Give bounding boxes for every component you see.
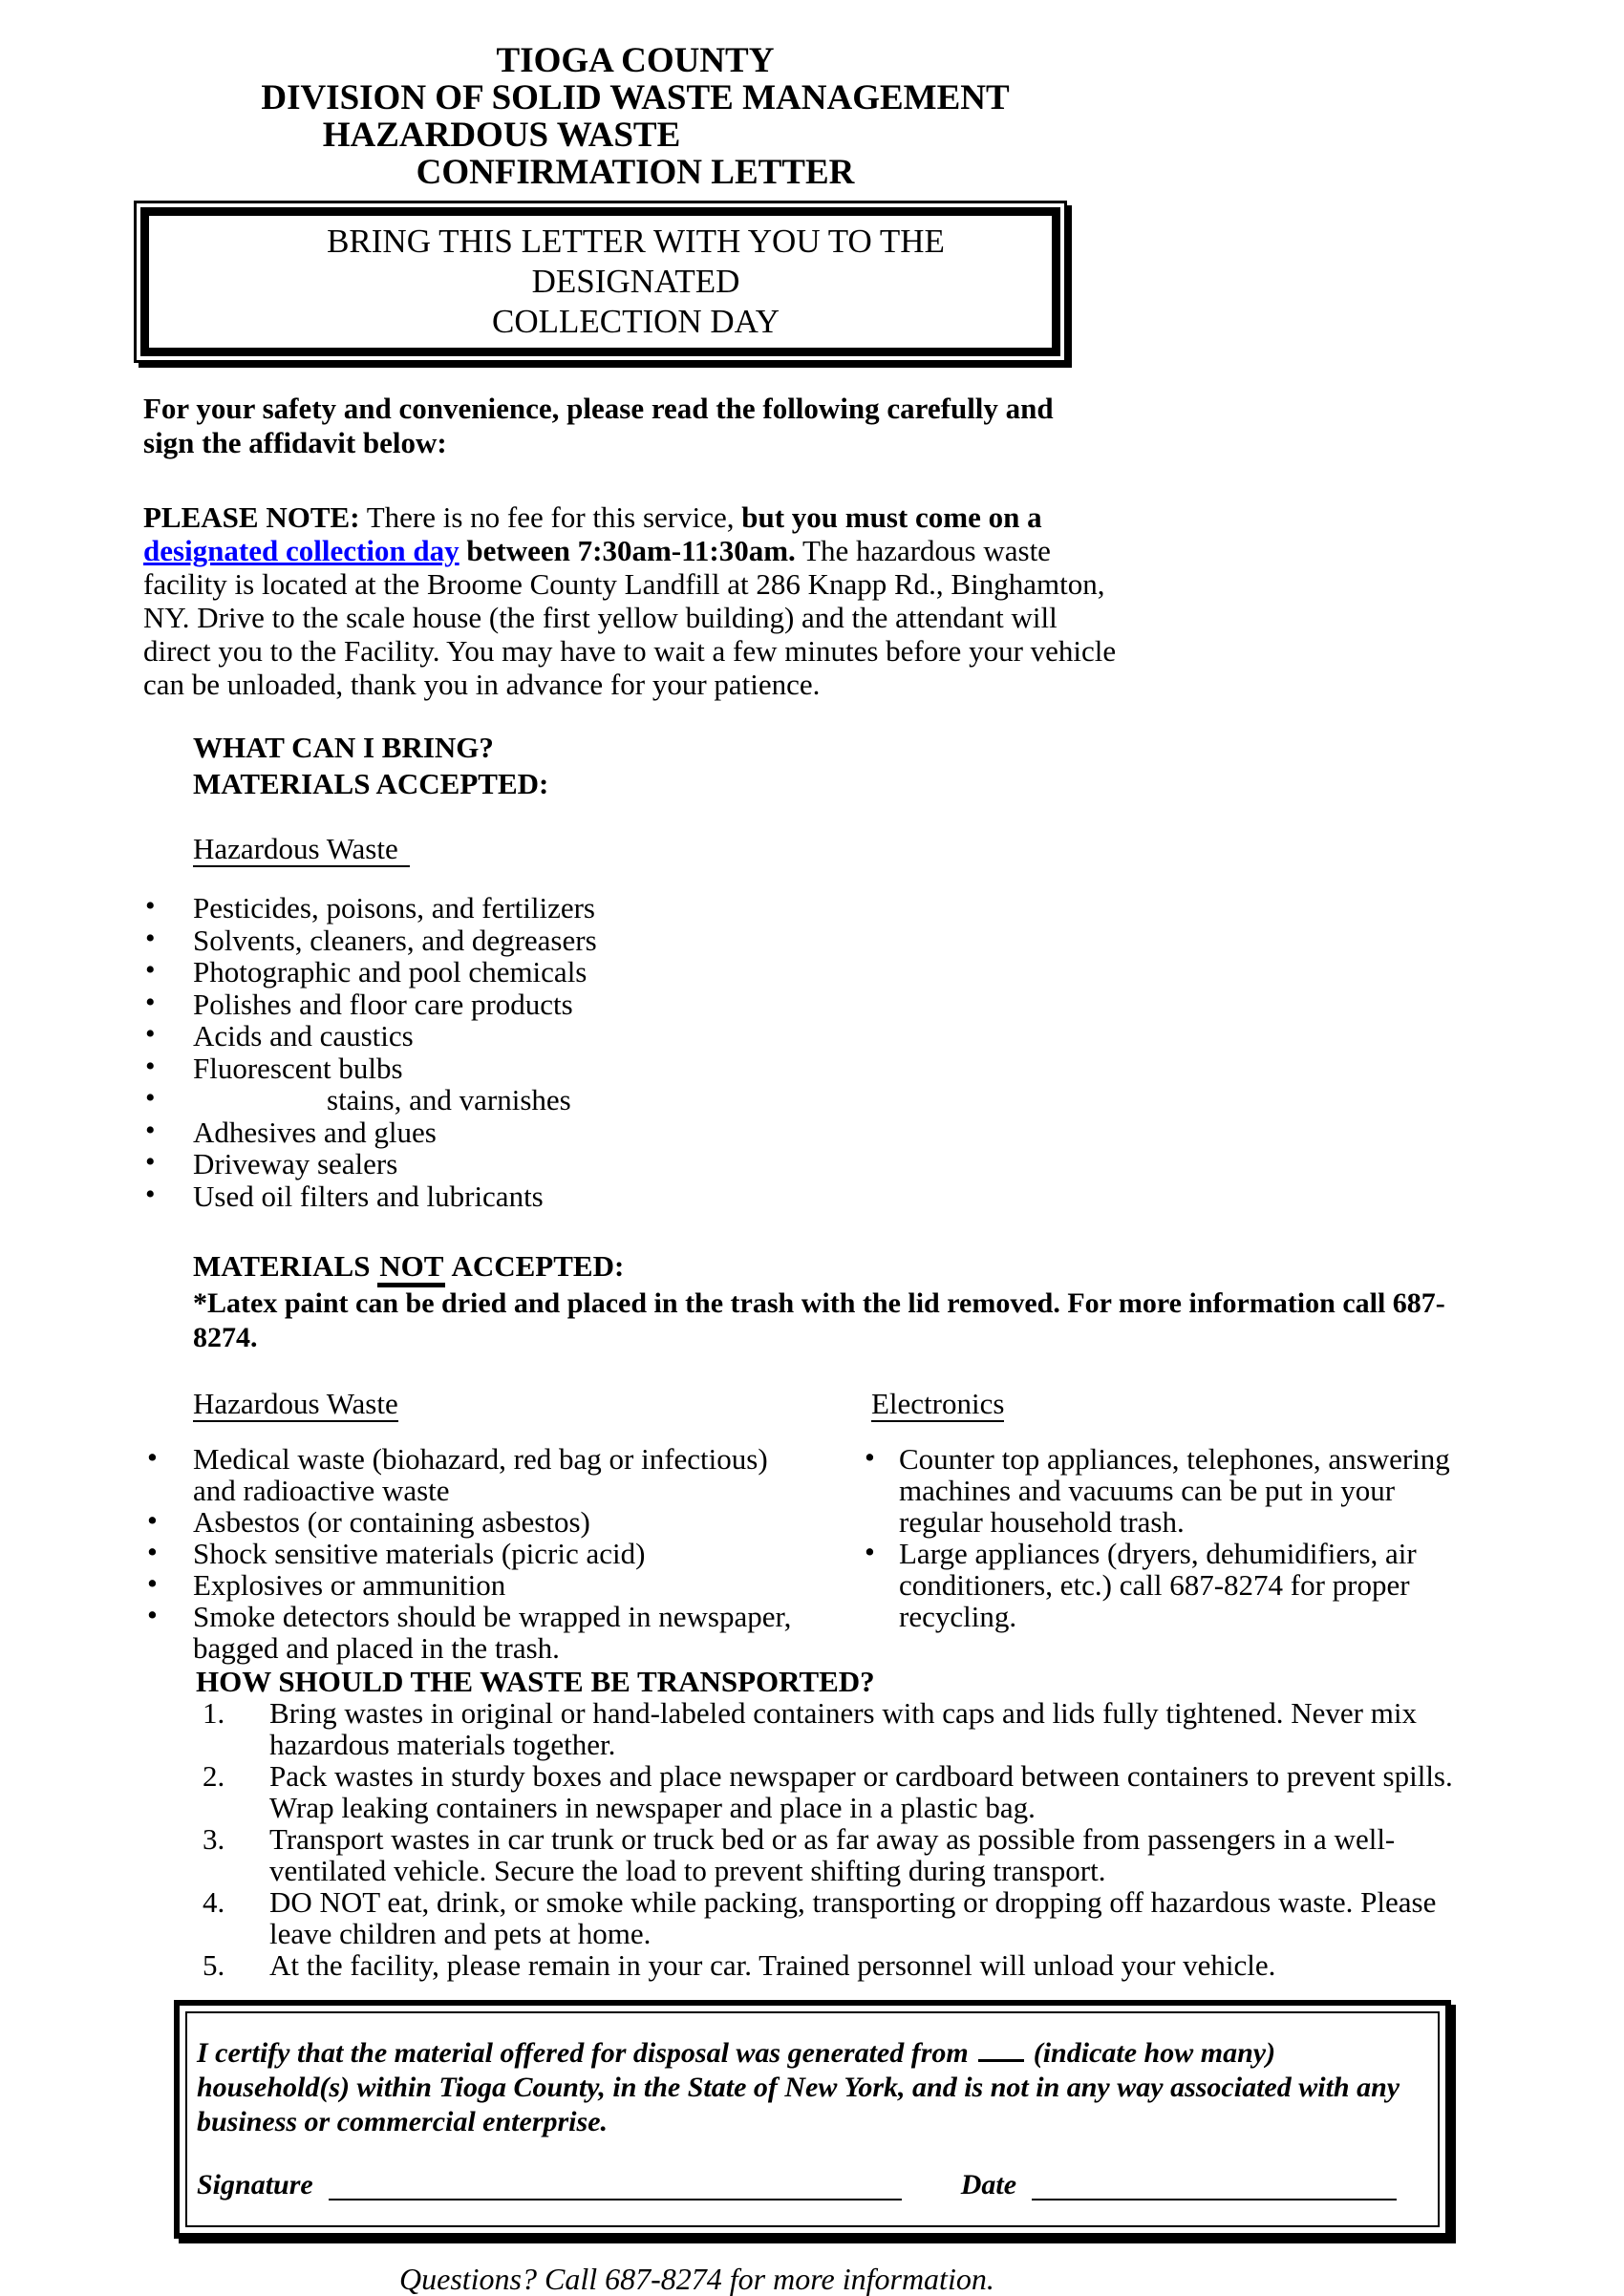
header-division: DIVISION OF SOLID WASTE MANAGEMENT [261, 78, 1010, 117]
heading-not-word: NOT [377, 1249, 445, 1287]
materials-not-accepted-heading [193, 1248, 1624, 1285]
list-item: • Photographic and pool chemicals [143, 956, 1624, 989]
affidavit-box-inner [185, 2011, 1440, 2227]
list-item: • Shock sensitive materials (picric acid) [143, 1538, 812, 1569]
list-item: • Pesticides, poisons, and fertilizers [143, 892, 1624, 925]
hazardous-waste-column [143, 1388, 812, 1664]
list-item: • Acids and caustics [143, 1020, 1624, 1052]
date-line [1032, 2199, 1397, 2200]
electronics-list [865, 1443, 1481, 1632]
what-can-i-bring-heading: WHAT CAN I BRING? [193, 731, 494, 764]
bring-letter-notice-box [134, 201, 1067, 363]
confirmation-letter-page [0, 41, 1624, 2296]
affidavit-text-before-blank: I certify that the material offered for disposal was generated from [197, 2037, 969, 2069]
please-note-label: PLEASE NOTE: [143, 500, 360, 534]
not-accepted-columns [143, 1388, 1624, 1664]
hazardous-not-accepted-list [143, 1443, 812, 1664]
electronics-column [865, 1388, 1481, 1664]
electronics-column-heading: Electronics [871, 1387, 1005, 1420]
please-note-text-2: The hazardous waste facility is located at the Broome County Landfill at 286 Knapp Rd., Binghamton, NY. Drive to the scale house (the first yellow building) and the attendant will direct you to the Facility. You may have to wait a few minutes before your vehicle can be unloaded, thank you in advance for your patience. [143, 534, 1117, 701]
list-item: • Smoke detectors should be wrapped in newspaper, bagged and placed in the trash. [143, 1601, 812, 1664]
heading-materials-word: MATERIALS [193, 1249, 371, 1283]
list-item: • Fluorescent bulbs [143, 1052, 1624, 1085]
list-item: 4. DO NOT eat, drink, or smoke while packing, transporting or dropping off hazardous waste. Please leave children and pets at home. [203, 1885, 1437, 1950]
list-item: 5. At the facility, please remain in your car. Trained personnel will unload your vehicle. [203, 1948, 1276, 1982]
date-label: Date [960, 2169, 1017, 2200]
notice-line-2: COLLECTION DAY [491, 303, 780, 340]
please-note-bold-1: but you must come on a [741, 500, 1042, 534]
list-item: • Counter top appliances, telephones, answering machines and vacuums can be put in your regular household trash. [865, 1443, 1481, 1538]
list-item: • Adhesives and glues [143, 1116, 1624, 1149]
list-item: • Medical waste (biohazard, red bag or infectious) and radioactive waste [143, 1443, 812, 1506]
list-item: • Used oil filters and lubricants [143, 1180, 1624, 1213]
list-item: • Large appliances (dryers, dehumidifiers, air conditioners, etc.) call 687-8274 for proper recycling. [865, 1538, 1481, 1632]
list-item: • Polishes and floor care products [143, 989, 1624, 1021]
heading-accepted-word: ACCEPTED: [451, 1249, 625, 1283]
materials-accepted-list [143, 892, 1624, 1212]
materials-accepted-heading: MATERIALS ACCEPTED: [193, 767, 549, 800]
please-note-bold-2: between 7:30am-11:30am. [459, 534, 796, 567]
list-item: • Driveway sealers [143, 1148, 1624, 1180]
bring-letter-notice-inner [140, 207, 1060, 356]
letter-header [0, 42, 1271, 191]
household-count-blank [978, 2038, 1024, 2062]
transport-heading: HOW SHOULD THE WASTE BE TRANSPORTED? [196, 1665, 875, 1698]
affidavit-text-after-blank: (indicate how many) household(s) within Tioga County, in the State of New York, and is not in any way associated with any business or commercial enterprise. [197, 2037, 1400, 2137]
notice-line-1: BRING THIS LETTER WITH YOU TO THE DESIGNATED [327, 223, 945, 300]
hazardous-waste-column-heading: Hazardous Waste [193, 1387, 398, 1420]
safety-intro-paragraph: For your safety and convenience, please read the following carefully and sign the affidavit below: [143, 392, 1054, 459]
affidavit-box [174, 2000, 1451, 2239]
hazardous-waste-subheading [193, 833, 1624, 865]
signature-row [197, 2168, 1424, 2208]
header-county: TIOGA COUNTY [496, 41, 775, 80]
list-item: • Asbestos (or containing asbestos) [143, 1506, 812, 1538]
list-item: 2. Pack wastes in sturdy boxes and place newspaper or cardboard between containers to prevent spills. Wrap leaking containers in newspaper and place in a plastic bag. [203, 1759, 1453, 1824]
list-item: 1. Bring wastes in original or hand-labeled containers with caps and lids fully tightened. Never mix hazardous materials together. [203, 1696, 1417, 1761]
transport-instructions-list [143, 1697, 1481, 1981]
latex-paint-note: *Latex paint can be dried and placed in the trash with the lid removed. For more information call 687-8274. [193, 1287, 1445, 1353]
signature-label: Signature [197, 2169, 313, 2200]
questions-footer-note: Questions? Call 687-8274 for more information. [399, 2262, 994, 2296]
list-item: • Explosives or ammunition [143, 1569, 812, 1601]
list-item: • Solvents, cleaners, and degreasers [143, 925, 1624, 957]
please-note-text-1: There is no fee for this service, [359, 500, 742, 534]
header-confirmation-letter: CONFIRMATION LETTER [416, 153, 855, 192]
designated-collection-day-link[interactable]: designated collection day [143, 534, 459, 567]
hazardous-waste-subheading-text: Hazardous Waste [193, 832, 410, 867]
header-hazardous-waste: HAZARDOUS WASTE [322, 116, 681, 155]
signature-line [329, 2199, 902, 2200]
list-item: 3. Transport wastes in car trunk or truck bed or as far away as possible from passengers in a well-ventilated vehicle. Secure the load to prevent shifting during transport. [203, 1822, 1396, 1887]
list-item: • stains, and varnishes [143, 1084, 1624, 1116]
please-note-paragraph [143, 500, 1118, 701]
